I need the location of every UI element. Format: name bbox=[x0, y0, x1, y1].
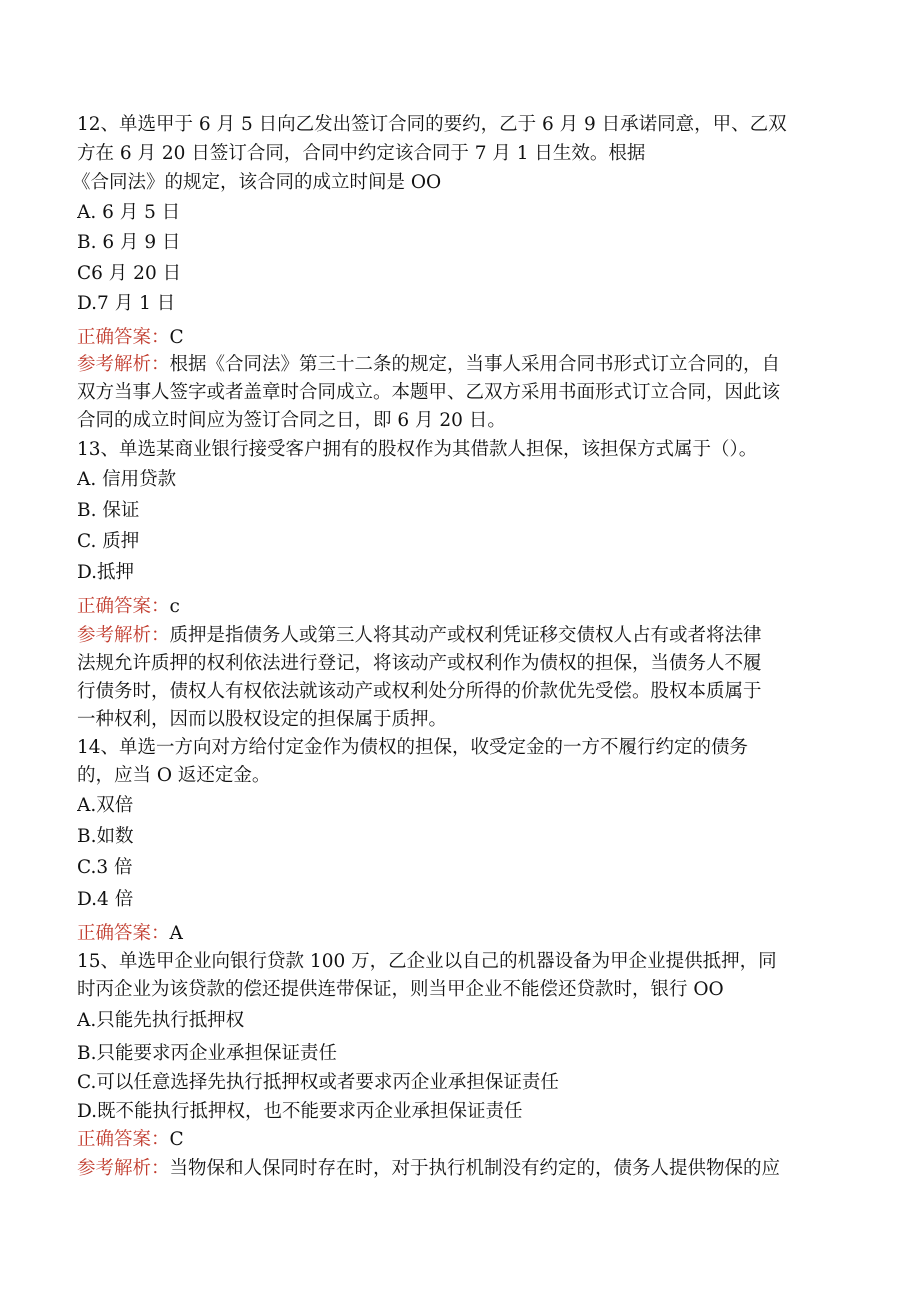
answer-label: 正确答案： bbox=[77, 1129, 170, 1150]
q13-analysis-line-2: 法规允许质押的权利依法进行登记，将该动产或权利作为债权的担保，当债务人不履 bbox=[77, 653, 762, 674]
answer-value: A bbox=[169, 923, 183, 944]
q15-stem-line-1: 15、单选甲企业向银行贷款 100 万，乙企业以自己的机器设备为甲企业提供抵押，同 bbox=[77, 951, 777, 972]
analysis-label: 参考解析： bbox=[77, 625, 170, 646]
q14-stem-line-1: 14、单选一方向对方给付定金作为债权的担保，收受定金的一方不履行约定的债务 bbox=[77, 737, 749, 758]
analysis-text: 根据《合同法》第三十二条的规定，当事人采用合同书形式订立合同的，自 bbox=[169, 354, 781, 375]
q13-option-c: C. 质押 bbox=[77, 531, 140, 552]
answer-value: c bbox=[169, 596, 180, 617]
answer-label: 正确答案： bbox=[77, 923, 170, 944]
q15-stem-line-2: 时丙企业为该贷款的偿还提供连带保证，则当甲企业不能偿还贷款时，银行 OO bbox=[77, 979, 724, 1000]
q15-option-a: A.只能先执行抵押权 bbox=[77, 1010, 245, 1031]
q14-option-b: B.如数 bbox=[77, 826, 134, 847]
q13-option-b: B. 保证 bbox=[77, 500, 140, 521]
q14-option-c: C.3 倍 bbox=[77, 857, 133, 878]
analysis-text: 当物保和人保同时存在时，对于执行机制没有约定的，债务人提供物保的应 bbox=[169, 1158, 781, 1179]
answer-value: C bbox=[169, 1129, 184, 1150]
q12-stem-line-1: 12、单选甲于 6 月 5 日向乙发出签订合同的要约，乙于 6 月 9 日承诺同意，甲、乙双 bbox=[77, 114, 787, 135]
analysis-label: 参考解析： bbox=[77, 354, 170, 375]
q13-answer bbox=[77, 595, 837, 619]
analysis-text: 质押是指债务人或第三人将其动产或权利凭证移交债权人占有或者将法律 bbox=[169, 625, 762, 646]
q15-answer bbox=[77, 1128, 837, 1152]
q14-option-d: D.4 倍 bbox=[77, 889, 134, 910]
q12-analysis-line-2: 双方当事人签字或者盖章时合同成立。本题甲、乙双方采用书面形式订立合同，因此该 bbox=[77, 382, 781, 403]
answer-label: 正确答案： bbox=[77, 596, 170, 617]
q13-analysis-line-3: 行债务时，债权人有权依法就该动产或权利处分所得的价款优先受偿。股权本质属于 bbox=[77, 681, 762, 702]
q13-stem-line-1: 13、单选某商业银行接受客户拥有的股权作为其借款人担保，该担保方式属于（）。 bbox=[77, 439, 758, 460]
q15-option-c: C.可以任意选择先执行抵押权或者要求丙企业承担保证责任 bbox=[77, 1072, 559, 1093]
q12-option-c: C6 月 20 日 bbox=[77, 263, 182, 284]
q12-option-a: A. 6 月 5 日 bbox=[77, 202, 181, 223]
q15-analysis-line-1 bbox=[77, 1157, 837, 1181]
q12-analysis-line-1 bbox=[77, 353, 837, 377]
answer-label: 正确答案： bbox=[77, 327, 170, 348]
q13-option-a: A. 信用贷款 bbox=[77, 469, 177, 490]
q14-option-a: A.双倍 bbox=[77, 795, 134, 816]
q12-option-b: B. 6 月 9 日 bbox=[77, 232, 181, 253]
q12-answer bbox=[77, 326, 837, 350]
q15-option-d: D.既不能执行抵押权，也不能要求丙企业承担保证责任 bbox=[77, 1101, 523, 1122]
q13-analysis-line-1 bbox=[77, 624, 837, 648]
q14-answer bbox=[77, 922, 837, 946]
q13-analysis-line-4: 一种权利，因而以股权设定的担保属于质押。 bbox=[77, 709, 448, 730]
q15-option-b: B.只能要求丙企业承担保证责任 bbox=[77, 1043, 337, 1064]
analysis-label: 参考解析： bbox=[77, 1158, 170, 1179]
q12-option-d: D.7 月 1 日 bbox=[77, 293, 176, 314]
q12-stem-line-2: 方在 6 月 20 日签订合同，合同中约定该合同于 7 月 1 日生效。根据 bbox=[77, 143, 646, 164]
q12-stem-line-3: 《合同法》的规定，该合同的成立时间是 OO bbox=[72, 172, 442, 193]
answer-value: C bbox=[169, 327, 184, 348]
q14-stem-line-2: 的，应当 O 返还定金。 bbox=[77, 765, 271, 786]
q12-analysis-line-3: 合同的成立时间应为签订合同之日，即 6 月 20 日。 bbox=[77, 410, 506, 431]
q13-option-d: D.抵押 bbox=[77, 562, 135, 583]
